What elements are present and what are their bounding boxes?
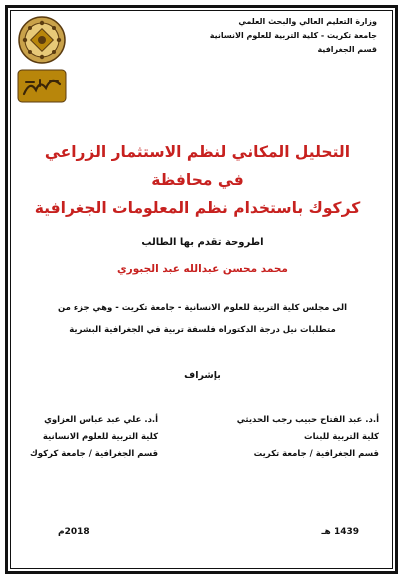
hijri-date: 1439 هـ [321, 527, 359, 537]
ministry-line: وزارة التعليم العالي والبحث العلمي [238, 17, 377, 26]
supervisor-name: أ.د. عبد الفتاح حبيب رجب الحديثي [236, 415, 379, 425]
supervision-label: بإشراف [184, 370, 221, 381]
gregorian-date: 2018م [58, 527, 90, 537]
thesis-by-label: اطروحة تقدم بها الطالب [141, 237, 264, 248]
supervisor-department: قسم الجغرافية / جامعة كركوك [30, 449, 159, 459]
student-name: محمد محسن عبدالله عبد الجبوري [117, 263, 288, 275]
thesis-title [30, 138, 365, 222]
supervisor-block-1 [237, 412, 379, 463]
supervisor-college: كلية التربية للعلوم الانسانية [42, 432, 159, 442]
council-statement [30, 297, 375, 341]
council-line-1: الى مجلس كلية التربية للعلوم الانسانية - جامعة تكريت - وهي جزء من [57, 303, 348, 313]
supervisor-block-2 [30, 412, 158, 463]
logo-emblem [19, 17, 65, 63]
supervisor-college: كلية التربية للبنات [304, 432, 379, 442]
title-line-1: التحليل المكاني لنظم الاستثمار الزراعي في محافظة [44, 143, 351, 189]
ministry-header [197, 15, 377, 57]
university-logo [16, 14, 68, 106]
supervisor-department: قسم الجغرافية / جامعة تكريت [253, 449, 379, 459]
university-college-line: جامعة تكريت - كلية التربية للعلوم الانسانية [209, 31, 377, 40]
supervisor-name: أ.د. علي عبد عباس العزاوي [44, 415, 159, 425]
council-line-2: متطلبات نيل درجة الدكتوراه فلسفة تربية في الجغرافية البشرية [69, 325, 336, 335]
logo-wordmark [18, 70, 66, 102]
title-line-2: كركوك باستخدام نظم المعلومات الجغرافية [34, 199, 361, 217]
department-line: قسم الجغرافية [317, 45, 377, 54]
